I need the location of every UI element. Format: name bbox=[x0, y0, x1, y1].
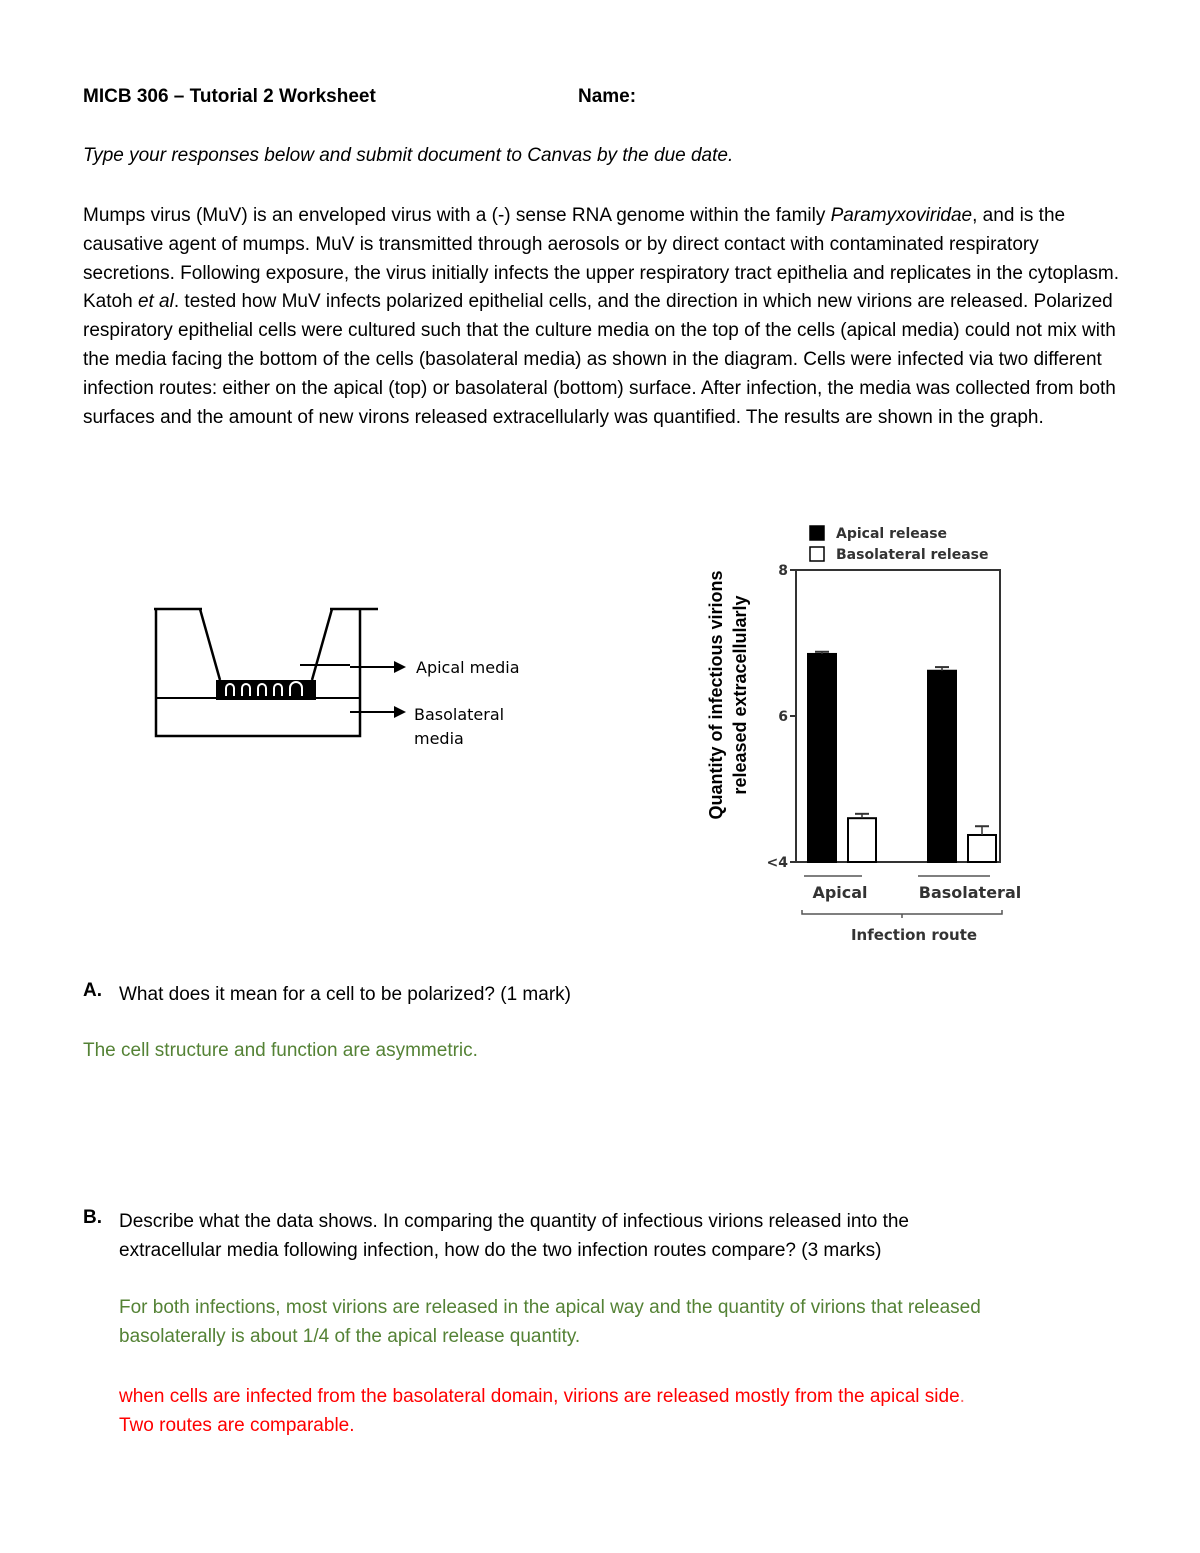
worksheet-title: MICB 306 – Tutorial 2 Worksheet bbox=[83, 86, 376, 107]
legend-swatch-basolateral bbox=[810, 547, 824, 561]
basolateral-media-label-line2: media bbox=[414, 729, 464, 748]
intro-text-2: , and is the causative agent of mumps. MuV is transmitted through aerosols or by direct contact with contaminated respiratory secretions. Following exposure, the virus initially infects the upper respiratory tract epithelia and replicates in the cytoplasm. Katoh bbox=[83, 205, 1120, 313]
question-b-letter: B. bbox=[83, 1207, 102, 1228]
ytick-label: <4 bbox=[766, 855, 788, 871]
answer-b-green bbox=[119, 1293, 1119, 1351]
bar-chart bbox=[690, 500, 1110, 960]
question-b-text bbox=[119, 1207, 1079, 1265]
chart-ylabel-line2: released extracellularly bbox=[730, 595, 750, 795]
intro-paragraph bbox=[83, 202, 1128, 432]
bar-apical-release-apical bbox=[808, 654, 836, 862]
question-b-line2: extracellular media following infection, how do the two infection routes compare? (3 marks) bbox=[119, 1240, 882, 1261]
question-b-line1: Describe what the data shows. In comparing the quantity of infectious virions released into the bbox=[119, 1211, 909, 1232]
legend-label-basolateral: Basolateral release bbox=[836, 547, 989, 563]
chart-ylabel-line1: Quantity of infectious virions bbox=[706, 570, 726, 820]
legend-label-apical: Apical release bbox=[836, 526, 948, 542]
answer-b-red-line2: Two routes are comparable. bbox=[119, 1415, 355, 1436]
chart-marks bbox=[767, 563, 1022, 902]
xtick-label-basolateral: Basolateral bbox=[918, 883, 1022, 902]
figure bbox=[0, 500, 1200, 960]
intro-text-1: Mumps virus (MuV) is an enveloped virus with a (-) sense RNA genome within the family bbox=[83, 205, 831, 226]
basolateral-media-label-line1: Basolateral bbox=[414, 705, 505, 724]
name-label: Name: bbox=[578, 86, 637, 107]
bar-apical-release-basolateral bbox=[928, 671, 956, 862]
insert-right-wall bbox=[312, 609, 332, 680]
answer-b-green-line2: basolaterally is about 1/4 of the apical release quantity. bbox=[119, 1326, 581, 1347]
ytick-label: 8 bbox=[778, 563, 788, 579]
insert-left-wall bbox=[200, 609, 220, 680]
intro-family: Paramyxoviridae bbox=[830, 205, 973, 226]
intro-etal: et al bbox=[137, 291, 174, 313]
xtick-label-apical: Apical bbox=[812, 883, 868, 902]
bar-basolateral-release-apical bbox=[848, 818, 876, 862]
ytick-label: 6 bbox=[778, 709, 788, 725]
question-a-letter: A. bbox=[83, 980, 102, 1001]
intro-text-3: . tested how MuV infects polarized epithelial cells, and the direction in which new virions are released. Polarized respiratory epithelial cells were cultured such that the culture media on the top of the cells (apical media) could not mix with the media facing the bottom of the cells (basolateral media) as shown in the diagram. Cells were infected via two different infection routes: either on the apical (top) or basolateral (bottom) surface. After infection, the media was collected from both surfaces and the amount of new virons released extracellularly was quantified. The results are shown in the graph. bbox=[83, 291, 1116, 428]
bar-basolateral-release-basolateral bbox=[968, 835, 996, 862]
chart-xlabel: Infection route bbox=[850, 926, 978, 944]
answer-a: The cell structure and function are asymmetric. bbox=[83, 1040, 478, 1061]
answer-b-green-line1: For both infections, most virions are released in the apical way and the quantity of virions that released bbox=[119, 1297, 981, 1318]
answer-b-red bbox=[119, 1382, 1119, 1440]
outer-well bbox=[156, 610, 360, 736]
question-a-text: What does it mean for a cell to be polarized? (1 mark) bbox=[119, 984, 571, 1005]
apical-media-label: Apical media bbox=[416, 658, 520, 677]
answer-b-red-dot: . bbox=[959, 1386, 965, 1407]
legend-swatch-apical bbox=[810, 526, 824, 540]
answer-b-red-line1: when cells are infected from the basolateral domain, virions are released mostly from the apical side bbox=[119, 1386, 960, 1407]
instructions: Type your responses below and submit document to Canvas by the due date. bbox=[83, 145, 734, 166]
